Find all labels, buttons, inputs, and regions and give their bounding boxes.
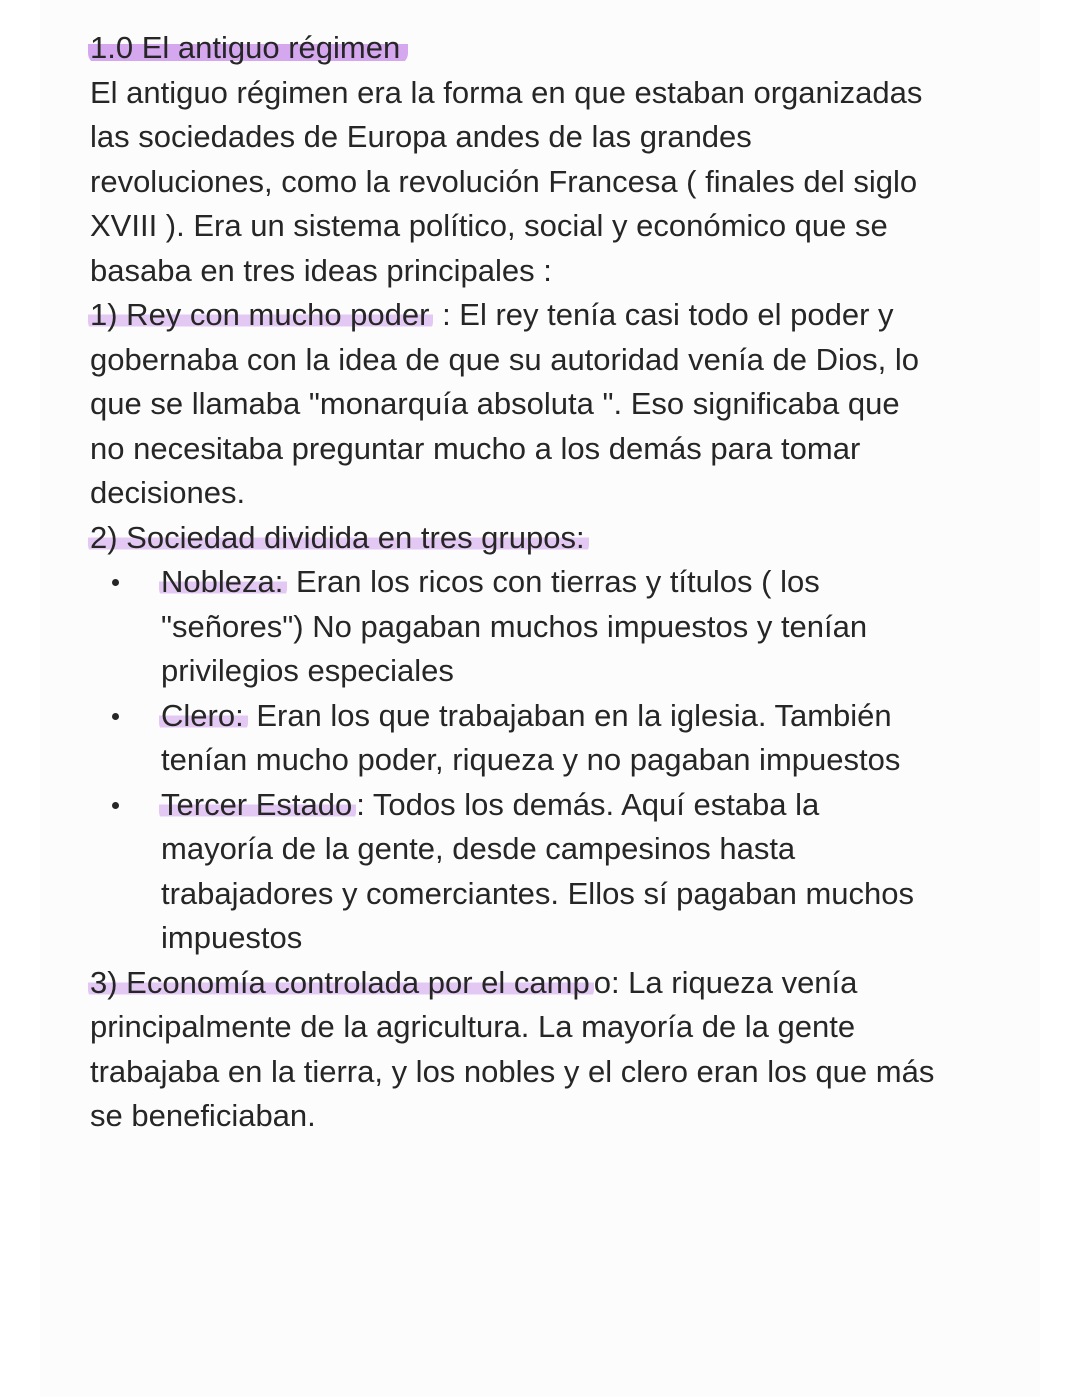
point1-text: : El rey tenía casi todo el poder y bbox=[433, 297, 894, 332]
bullet-label: Nobleza: bbox=[159, 564, 287, 599]
point2-first-line bbox=[90, 516, 990, 561]
point3-line: trabajaba en la tierra, y los nobles y el clero eran los que más bbox=[90, 1053, 935, 1089]
intro-line: revoluciones, como la revolución Francesa ( finales del siglo bbox=[90, 163, 918, 199]
point1-line: no necesitaba preguntar mucho a los demás para tomar bbox=[90, 430, 861, 466]
page-margin-right bbox=[1040, 0, 1080, 1397]
point3-text: o: La riqueza venía bbox=[593, 964, 858, 1000]
bullet-line: privilegios especiales bbox=[161, 653, 454, 688]
point1-line: que se llamaba "monarquía absoluta ". Eso significaba que bbox=[90, 386, 900, 421]
bullet-line: "señores") No pagaban muchos impuestos y tenían bbox=[161, 608, 868, 644]
bullet-line: mayoría de la gente, desde campesinos hasta bbox=[161, 831, 796, 866]
bullet-first-line bbox=[161, 694, 990, 739]
bullet-dot-icon bbox=[112, 802, 119, 809]
bullet-line: trabajadores y comerciantes. Ellos sí pagaban muchos bbox=[161, 875, 915, 911]
note-heading: 1.0 El antiguo régimen bbox=[88, 30, 408, 65]
bullet-first-line bbox=[161, 560, 990, 605]
bullet-label: Tercer Estado bbox=[159, 787, 356, 822]
bullet-line: tenían mucho poder, riqueza y no pagaban impuestos bbox=[161, 742, 901, 777]
point1-label: 1) Rey con mucho poder bbox=[88, 297, 433, 332]
point1-first-line bbox=[90, 293, 990, 338]
intro-line: las sociedades de Europa andes de las grandes bbox=[90, 119, 752, 154]
point3-first-line bbox=[90, 961, 990, 1006]
bullet-text: Eran los que trabajaban en la iglesia. También bbox=[247, 697, 892, 733]
point2-label: 2) Sociedad dividida en tres grupos: bbox=[88, 520, 589, 555]
bullet-dot-icon bbox=[112, 579, 119, 586]
bullet-text: : Todos los demás. Aquí estaba la bbox=[356, 786, 820, 822]
bullet-item-tercer-estado bbox=[90, 783, 990, 961]
bullet-item-clero bbox=[90, 694, 990, 783]
point1-line: gobernaba con la idea de que su autoridad venía de Dios, lo bbox=[90, 341, 919, 377]
note-body bbox=[90, 26, 990, 1139]
heading-line bbox=[90, 26, 990, 71]
point3-line: principalmente de la agricultura. La mayoría de la gente bbox=[90, 1009, 856, 1044]
bullet-dot-icon bbox=[112, 713, 119, 720]
point3-line: se beneficiaban. bbox=[90, 1098, 316, 1133]
bullet-item-nobleza bbox=[90, 560, 990, 694]
intro-line: basaba en tres ideas principales : bbox=[90, 252, 552, 288]
page-margin-left bbox=[0, 0, 40, 1397]
bullet-first-line bbox=[161, 783, 990, 828]
bullet-line: impuestos bbox=[161, 920, 303, 955]
point3-label: 3) Economía controlada por el camp bbox=[88, 965, 594, 1000]
point1-line: decisiones. bbox=[90, 475, 246, 510]
bullet-text: Eran los ricos con tierras y títulos ( los bbox=[287, 564, 820, 599]
bullet-label: Clero: bbox=[159, 698, 248, 733]
intro-line: XVIII ). Era un sistema político, social y económico que se bbox=[90, 208, 888, 243]
intro-line: El antiguo régimen era la forma en que estaban organizadas bbox=[90, 74, 923, 110]
